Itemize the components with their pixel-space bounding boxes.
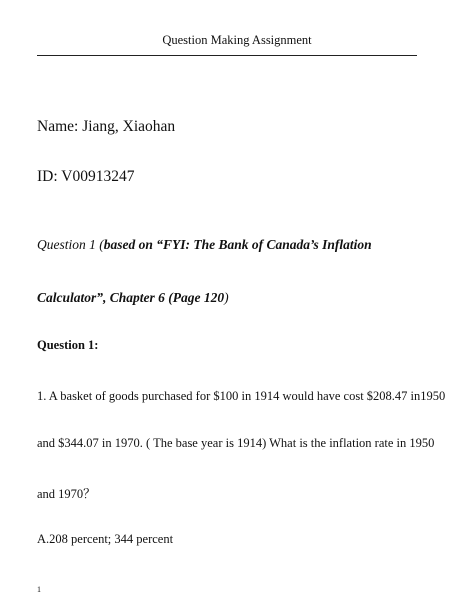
question-title-source: based on “FYI: The Bank of Canada’s Inflation <box>103 237 372 252</box>
answer-option-a: A.208 percent; 344 percent <box>37 532 174 546</box>
question-text-line-1: 1. A basket of goods purchased for $100 in 1914 would have cost $208.47 in1950 <box>37 389 446 403</box>
question-title-line-2 <box>37 290 229 306</box>
question-title-suffix: ) <box>224 290 229 305</box>
question-heading: Question 1: <box>37 338 99 352</box>
question-text-line-2: and $344.07 in 1970. ( The base year is 1914) What is the inflation rate in 1950 <box>37 436 435 450</box>
question-title-line-1 <box>37 237 372 253</box>
student-name: Name: Jiang, Xiaohan <box>37 118 176 135</box>
question-title-prefix: Question 1 ( <box>37 237 104 252</box>
question-title-source-cont: Calculator”, Chapter 6 (Page 120 <box>37 290 225 305</box>
page-header-title: Question Making Assignment <box>162 33 312 47</box>
page-number: 1 <box>37 585 41 594</box>
student-id: ID: V00913247 <box>37 168 135 185</box>
header-divider <box>37 55 417 56</box>
question-text-line-3: and 1970？ <box>37 487 96 501</box>
